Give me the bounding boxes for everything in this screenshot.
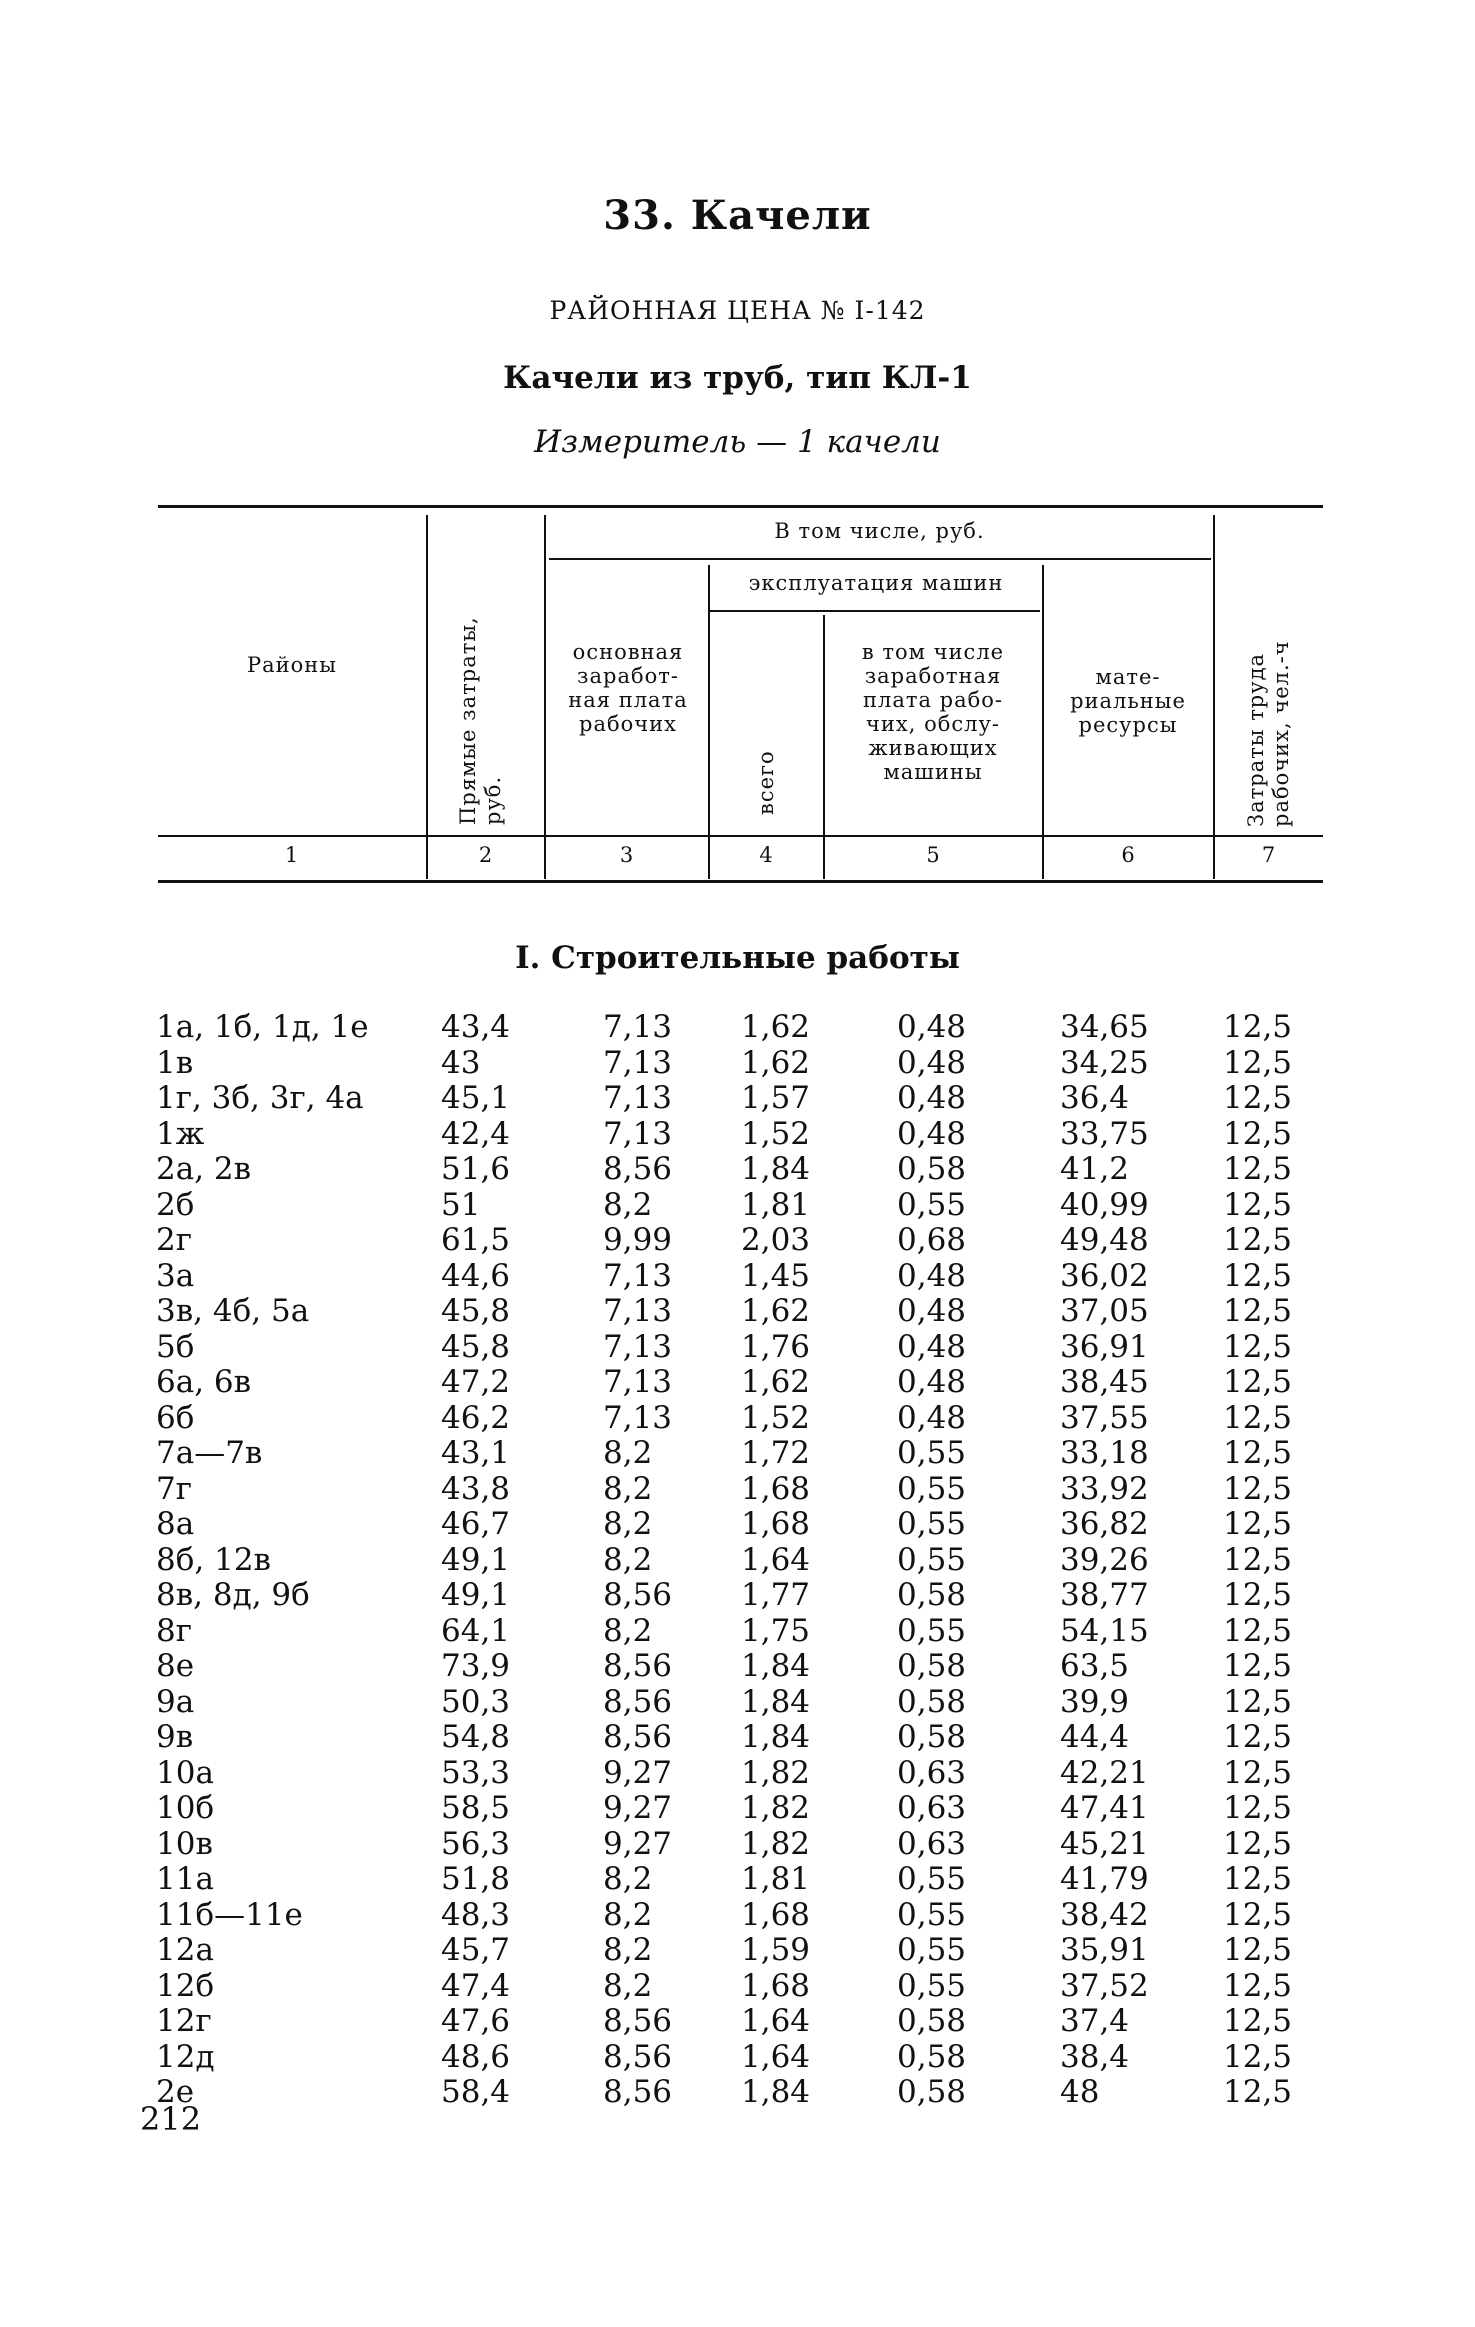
cell-machines-total: 1,84 [741,1648,811,1684]
cell-direct-costs: 47,4 [441,1967,511,2004]
cell-machine-salary: 0,58 [897,1648,967,1684]
table-row [148,1436,1328,1472]
cell-machine-salary: 0,48 [897,1328,967,1365]
cell-machines-total: 1,68 [741,1896,811,1933]
cell-materials: 34,25 [1060,1044,1149,1081]
table-row [148,1543,1328,1579]
table-row [148,1507,1328,1543]
cell-direct-costs: 46,7 [441,1506,511,1542]
table-row [148,1720,1328,1756]
cell-labor: 12,5 [1223,1932,1293,1968]
cell-materials: 37,52 [1060,1967,1149,2004]
cell-machine-salary: 0,55 [897,1861,967,1897]
cell-materials: 39,26 [1060,1541,1149,1578]
cell-materials: 33,75 [1060,1115,1149,1152]
cell-machine-salary: 0,48 [897,1115,967,1152]
cell-salary: 7,13 [603,1399,673,1436]
cell-machine-salary: 0,55 [897,1186,967,1223]
cell-labor: 12,5 [1223,1648,1293,1684]
cell-machine-salary: 0,48 [897,1399,967,1436]
cell-machines-total: 1,64 [741,2038,811,2075]
cell-materials: 38,42 [1060,1896,1149,1933]
cell-machines-total: 1,84 [741,1151,811,1187]
cell-region: 6б [156,1399,195,1436]
cell-region: 1а, 1б, 1д, 1е [156,1009,369,1045]
cell-region: 9в [156,1719,194,1755]
cell-machine-salary: 0,55 [897,1435,967,1471]
price-label: РАЙОННАЯ ЦЕНА № I-142 [549,296,926,325]
cell-direct-costs: 51,8 [441,1861,511,1897]
cell-direct-costs: 49,1 [441,1541,511,1578]
table-row [148,1223,1328,1259]
cell-salary: 7,13 [603,1009,673,1045]
cell-machine-salary: 0,63 [897,1790,967,1826]
cell-direct-costs: 49,1 [441,1577,511,1613]
cell-labor: 12,5 [1223,1470,1293,1507]
cell-machines-total: 1,84 [741,2074,811,2110]
cell-materials: 48 [1060,2074,1100,2110]
cell-salary: 8,56 [603,1683,673,1720]
table-row [148,1010,1328,1046]
cell-machines-total: 1,76 [741,1328,811,1365]
cell-materials: 63,5 [1060,1648,1130,1684]
cell-machines-total: 1,62 [741,1009,811,1045]
meter-label: Измеритель — 1 качели [534,424,941,460]
cell-materials: 39,9 [1060,1683,1130,1720]
cell-labor: 12,5 [1223,1151,1293,1187]
cell-salary: 7,13 [603,1293,673,1329]
cell-machine-salary: 0,55 [897,1541,967,1578]
table-row [148,1294,1328,1330]
cell-salary: 8,2 [603,1967,653,2004]
cell-labor: 12,5 [1223,1612,1293,1649]
cell-machine-salary: 0,63 [897,1825,967,1862]
cell-direct-costs: 47,2 [441,1364,511,1400]
cell-machine-salary: 0,48 [897,1257,967,1294]
header-materials: мате- риальные ресурсы [1070,665,1186,737]
cell-materials: 37,55 [1060,1399,1149,1436]
cell-machine-salary: 0,48 [897,1044,967,1081]
cell-direct-costs: 51,6 [441,1151,511,1187]
table-row [148,1898,1328,1934]
cell-machines-total: 1,82 [741,1754,811,1791]
cell-direct-costs: 51 [441,1186,481,1223]
cell-machine-salary: 0,55 [897,1506,967,1542]
divider-4 [823,615,825,879]
cell-machines-total: 1,84 [741,1719,811,1755]
cell-region: 10в [156,1825,213,1862]
cell-labor: 12,5 [1223,1080,1293,1116]
cell-region: 3в, 4б, 5а [156,1293,310,1329]
cell-materials: 34,65 [1060,1009,1149,1045]
cell-direct-costs: 44,6 [441,1257,511,1294]
cell-region: 10б [156,1790,215,1826]
cell-machines-total: 1,82 [741,1825,811,1862]
cell-region: 8г [156,1612,192,1649]
cell-region: 12г [156,2003,212,2039]
table-row [148,1472,1328,1508]
rule-group [549,558,1211,560]
cell-labor: 12,5 [1223,1861,1293,1897]
cell-direct-costs: 42,4 [441,1115,511,1152]
cell-region: 11а [156,1861,214,1897]
header-labor: Затраты труда рабочих, чел.-ч [1244,640,1293,827]
header-machine-salary: в том числе заработная плата рабо- чих, обслу- живающих машины [861,640,1005,784]
table-row [148,1933,1328,1969]
cell-materials: 40,99 [1060,1186,1149,1223]
table-row [148,1756,1328,1792]
table-row [148,1827,1328,1863]
table-row [148,1365,1328,1401]
cell-machines-total: 1,82 [741,1790,811,1826]
cell-salary: 9,99 [603,1222,673,1258]
cell-machines-total: 1,57 [741,1080,811,1116]
cell-direct-costs: 48,3 [441,1896,511,1933]
cell-salary: 8,2 [603,1470,653,1507]
cell-region: 5б [156,1328,195,1365]
cell-machine-salary: 0,55 [897,1932,967,1968]
cell-direct-costs: 61,5 [441,1222,511,1258]
cell-region: 1г, 3б, 3г, 4а [156,1080,364,1116]
cell-salary: 8,2 [603,1612,653,1649]
cell-direct-costs: 53,3 [441,1754,511,1791]
cell-labor: 12,5 [1223,1790,1293,1826]
col-number-7: 7 [1261,843,1277,867]
cell-labor: 12,5 [1223,2074,1293,2110]
table-row [148,2075,1328,2111]
cell-salary: 8,56 [603,1719,673,1755]
cell-machine-salary: 0,58 [897,1683,967,1720]
cell-labor: 12,5 [1223,1186,1293,1223]
cell-salary: 8,2 [603,1435,653,1471]
cell-materials: 36,91 [1060,1328,1149,1365]
cell-machines-total: 1,62 [741,1364,811,1400]
cell-labor: 12,5 [1223,1257,1293,1294]
cell-region: 2а, 2в [156,1151,252,1187]
cell-region: 3а [156,1257,195,1294]
divider-3 [708,565,710,879]
cell-region: 12а [156,1932,214,1968]
cell-machine-salary: 0,58 [897,2038,967,2075]
col-number-1: 1 [284,843,300,867]
cell-salary: 8,56 [603,2038,673,2075]
cell-materials: 41,79 [1060,1861,1149,1897]
cell-salary: 8,56 [603,2074,673,2110]
cell-direct-costs: 58,4 [441,2074,511,2110]
table-row [148,1081,1328,1117]
table-row [148,2004,1328,2040]
cell-direct-costs: 47,6 [441,2003,511,2039]
cell-machines-total: 1,68 [741,1967,811,2004]
cell-labor: 12,5 [1223,1719,1293,1755]
cell-salary: 8,56 [603,1151,673,1187]
divider-1 [426,515,428,879]
cell-machines-total: 2,03 [741,1222,811,1258]
cell-materials: 33,18 [1060,1435,1149,1471]
cell-salary: 7,13 [603,1257,673,1294]
cell-labor: 12,5 [1223,1399,1293,1436]
divider-6 [1213,515,1215,879]
cell-materials: 36,4 [1060,1080,1130,1116]
cell-salary: 8,2 [603,1506,653,1542]
cell-salary: 8,2 [603,1932,653,1968]
cell-salary: 7,13 [603,1328,673,1365]
col-number-4: 4 [759,843,774,867]
cell-labor: 12,5 [1223,1293,1293,1329]
cell-direct-costs: 73,9 [441,1648,511,1684]
header-direct-costs: Прямые затраты, руб. [456,616,505,825]
cell-machines-total: 1,45 [741,1257,811,1294]
cell-machines-total: 1,68 [741,1470,811,1507]
cell-direct-costs: 45,8 [441,1328,511,1365]
cell-region: 7г [156,1470,192,1507]
cell-labor: 12,5 [1223,2038,1293,2075]
cell-region: 8в, 8д, 9б [156,1577,310,1613]
cell-labor: 12,5 [1223,1364,1293,1400]
table-row [148,1152,1328,1188]
cell-machines-total: 1,64 [741,1541,811,1578]
cell-labor: 12,5 [1223,1435,1293,1471]
cell-labor: 12,5 [1223,1222,1293,1258]
cell-region: 2б [156,1186,195,1223]
cell-region: 12д [156,2038,215,2075]
table-row [148,1578,1328,1614]
subtitle: Качели из труб, тип КЛ-1 [503,360,972,396]
divider-5 [1042,565,1044,879]
cell-region: 7а—7в [156,1435,263,1471]
cell-region: 8б, 12в [156,1541,271,1578]
cell-machine-salary: 0,55 [897,1470,967,1507]
cell-direct-costs: 43,8 [441,1470,511,1507]
rule-machines [710,610,1040,612]
col-number-5: 5 [926,843,941,867]
cell-labor: 12,5 [1223,1967,1293,2004]
cell-materials: 33,92 [1060,1470,1149,1507]
cell-machines-total: 1,59 [741,1932,811,1968]
cell-labor: 12,5 [1223,1825,1293,1862]
cell-salary: 8,56 [603,1577,673,1613]
cell-machine-salary: 0,58 [897,2003,967,2039]
cell-materials: 36,82 [1060,1506,1149,1542]
cell-region: 8а [156,1506,195,1542]
page-number: 212 [140,2100,202,2138]
cell-labor: 12,5 [1223,1896,1293,1933]
cell-region: 1в [156,1044,194,1081]
cell-machines-total: 1,64 [741,2003,811,2039]
cell-machines-total: 1,62 [741,1044,811,1081]
cell-labor: 12,5 [1223,1115,1293,1152]
cell-materials: 37,05 [1060,1293,1149,1329]
cell-materials: 38,4 [1060,2038,1130,2075]
cell-materials: 54,15 [1060,1612,1149,1649]
col-number-6: 6 [1121,843,1136,867]
cell-region: 8е [156,1648,195,1684]
table-row [148,1330,1328,1366]
cell-machines-total: 1,81 [741,1861,811,1897]
cell-materials: 38,77 [1060,1577,1149,1613]
cell-materials: 35,91 [1060,1932,1149,1968]
cell-machine-salary: 0,48 [897,1009,967,1045]
cell-salary: 8,56 [603,1648,673,1684]
col-number-3: 3 [619,843,635,867]
cell-direct-costs: 58,5 [441,1790,511,1826]
cell-region: 2е [156,2074,195,2110]
cell-direct-costs: 45,7 [441,1932,511,1968]
cell-machines-total: 1,81 [741,1186,811,1223]
cell-salary: 7,13 [603,1080,673,1116]
cell-machine-salary: 0,58 [897,1577,967,1613]
table-row [148,1188,1328,1224]
cell-machines-total: 1,52 [741,1115,811,1152]
cell-salary: 7,13 [603,1364,673,1400]
cell-region: 2г [156,1222,192,1258]
table-row [148,1046,1328,1082]
cell-salary: 8,2 [603,1186,653,1223]
cell-materials: 47,41 [1060,1790,1149,1826]
cell-labor: 12,5 [1223,1506,1293,1542]
table-row [148,1685,1328,1721]
cell-machine-salary: 0,48 [897,1364,967,1400]
cell-machine-salary: 0,55 [897,1612,967,1649]
cell-salary: 7,13 [603,1115,673,1152]
cell-direct-costs: 56,3 [441,1825,511,1862]
cell-machines-total: 1,62 [741,1293,811,1329]
cell-machines-total: 1,52 [741,1399,811,1436]
cell-materials: 41,2 [1060,1151,1130,1187]
cell-machine-salary: 0,63 [897,1754,967,1791]
cell-direct-costs: 48,6 [441,2038,511,2075]
col-number-2: 2 [478,843,494,867]
cell-machine-salary: 0,58 [897,1719,967,1755]
section-title: I. Строительные работы [515,940,960,976]
table-row [148,1791,1328,1827]
cell-machine-salary: 0,48 [897,1293,967,1329]
cell-machine-salary: 0,55 [897,1896,967,1933]
cell-materials: 42,21 [1060,1754,1149,1791]
cell-machine-salary: 0,48 [897,1080,967,1116]
table-row [148,2040,1328,2076]
cell-salary: 9,27 [603,1790,673,1826]
cell-machines-total: 1,77 [741,1577,811,1613]
cell-labor: 12,5 [1223,1044,1293,1081]
cell-machines-total: 1,84 [741,1683,811,1720]
cell-machine-salary: 0,55 [897,1967,967,2004]
header-machines-total: всего [754,750,778,815]
cell-labor: 12,5 [1223,1541,1293,1578]
cell-labor: 12,5 [1223,1328,1293,1365]
cell-direct-costs: 54,8 [441,1719,511,1755]
table-row [148,1969,1328,2005]
table-row [148,1614,1328,1650]
table-row [148,1117,1328,1153]
cell-labor: 12,5 [1223,1754,1293,1791]
cell-machine-salary: 0,68 [897,1222,967,1258]
header-salary: основная заработ- ная плата рабочих [568,640,688,736]
cell-materials: 37,4 [1060,2003,1130,2039]
header-including: В том числе, руб. [774,519,985,543]
table-row [148,1649,1328,1685]
cell-machines-total: 1,72 [741,1435,811,1471]
cell-machine-salary: 0,58 [897,2074,967,2110]
cell-salary: 8,2 [603,1861,653,1897]
page-title: 33. Качели [603,192,872,239]
cell-region: 9а [156,1683,195,1720]
cell-salary: 8,2 [603,1541,653,1578]
cell-direct-costs: 64,1 [441,1612,511,1649]
cell-materials: 38,45 [1060,1364,1149,1400]
cell-materials: 45,21 [1060,1825,1149,1862]
cell-salary: 8,56 [603,2003,673,2039]
table-row [148,1401,1328,1437]
cell-direct-costs: 45,8 [441,1293,511,1329]
divider-2 [544,515,546,879]
header-machines: эксплуатация машин [748,571,1004,595]
cell-direct-costs: 43 [441,1044,481,1081]
cell-salary: 9,27 [603,1825,673,1862]
table-row [148,1862,1328,1898]
cell-machine-salary: 0,58 [897,1151,967,1187]
cell-region: 10а [156,1754,214,1791]
cell-machines-total: 1,75 [741,1612,811,1649]
cell-salary: 7,13 [603,1044,673,1081]
rule-numbers-bottom [158,880,1323,883]
cell-labor: 12,5 [1223,1683,1293,1720]
cell-region: 6а, 6в [156,1364,252,1400]
cell-direct-costs: 43,1 [441,1435,511,1471]
cell-labor: 12,5 [1223,1577,1293,1613]
table-body [148,1010,1328,2111]
cell-labor: 12,5 [1223,1009,1293,1045]
cell-region: 12б [156,1967,215,2004]
table-row [148,1259,1328,1295]
cell-materials: 49,48 [1060,1222,1149,1258]
cell-direct-costs: 46,2 [441,1399,511,1436]
rule-head-bottom [158,835,1323,837]
header-regions: Районы [247,653,337,677]
cell-region: 11б—11е [156,1896,303,1933]
cell-direct-costs: 45,1 [441,1080,511,1116]
cell-salary: 8,2 [603,1896,653,1933]
cell-materials: 36,02 [1060,1257,1149,1294]
cell-direct-costs: 50,3 [441,1683,511,1720]
cell-region: 1ж [156,1115,205,1152]
table-header [158,505,1323,880]
cell-machines-total: 1,68 [741,1506,811,1542]
cell-salary: 9,27 [603,1754,673,1791]
rule-top [158,505,1323,508]
cell-labor: 12,5 [1223,2003,1293,2039]
cell-materials: 44,4 [1060,1719,1130,1755]
cell-direct-costs: 43,4 [441,1009,511,1045]
